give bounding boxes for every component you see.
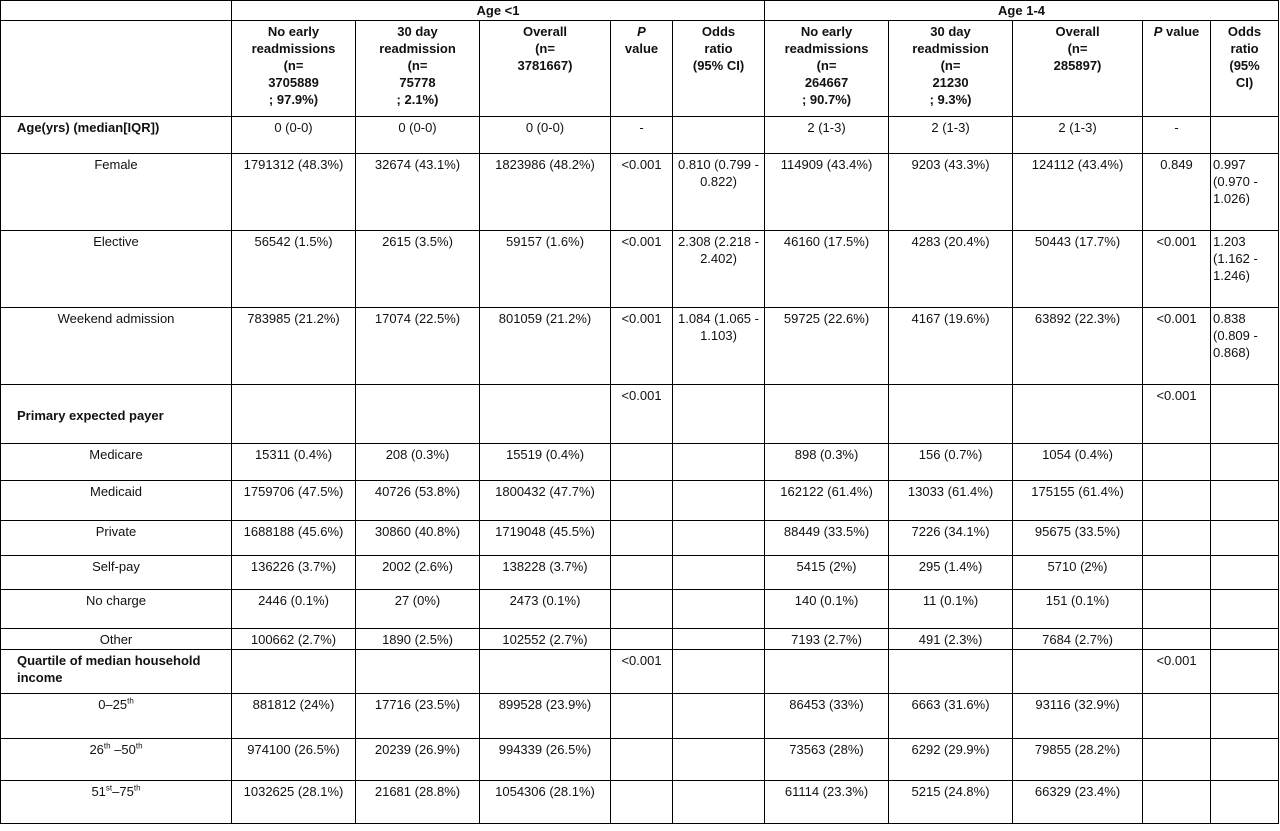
table-cell: 2 (1-3): [889, 117, 1013, 154]
table-cell: [673, 650, 765, 694]
table-cell: 114909 (43.4%): [765, 154, 889, 231]
table-cell: 2 (1-3): [765, 117, 889, 154]
table-cell: 974100 (26.5%): [232, 739, 356, 781]
row-label: Female: [1, 154, 232, 231]
row-label: Weekend admission: [1, 308, 232, 385]
table-cell: [673, 481, 765, 521]
table-cell: 79855 (28.2%): [1013, 739, 1143, 781]
table-cell: 0.849: [1143, 154, 1211, 231]
table-cell: 40726 (53.8%): [356, 481, 480, 521]
table-cell: <0.001: [1143, 308, 1211, 385]
table-cell: 898 (0.3%): [765, 444, 889, 481]
table-cell: 151 (0.1%): [1013, 590, 1143, 629]
table-cell: [1211, 556, 1279, 590]
col-30day-lt1: 30 day readmission (n= 75778 ; 2.1%): [356, 21, 480, 117]
table-cell: 124112 (43.4%): [1013, 154, 1143, 231]
table-cell: [1143, 694, 1211, 739]
table-cell: 2473 (0.1%): [480, 590, 611, 629]
table-cell: [673, 117, 765, 154]
table-cell: [889, 385, 1013, 444]
table-cell: <0.001: [611, 650, 673, 694]
table-cell: 136226 (3.7%): [232, 556, 356, 590]
row-label: Quartile of median household income: [1, 650, 232, 694]
table-cell: [1211, 590, 1279, 629]
table-cell: 50443 (17.7%): [1013, 231, 1143, 308]
table-cell: [673, 629, 765, 650]
table-cell: <0.001: [611, 308, 673, 385]
stub-header: [1, 21, 232, 117]
table-cell: [1211, 444, 1279, 481]
table-cell: 46160 (17.5%): [765, 231, 889, 308]
table-cell: [1211, 117, 1279, 154]
table-cell: [611, 590, 673, 629]
group-header-row: [1, 1, 1279, 21]
table-cell: 73563 (28%): [765, 739, 889, 781]
table-cell: [765, 385, 889, 444]
group-age-1-4: Age 1-4: [765, 1, 1279, 21]
table-cell: 15519 (0.4%): [480, 444, 611, 481]
table-cell: [611, 556, 673, 590]
table-row: [1, 694, 1279, 739]
table-cell: 13033 (61.4%): [889, 481, 1013, 521]
table-cell: [1211, 739, 1279, 781]
table-cell: 30860 (40.8%): [356, 521, 480, 556]
table-cell: [1211, 385, 1279, 444]
table-cell: [611, 444, 673, 481]
table-cell: 7193 (2.7%): [765, 629, 889, 650]
table-row: [1, 308, 1279, 385]
table-cell: -: [611, 117, 673, 154]
table-cell: [611, 694, 673, 739]
table-row: [1, 385, 1279, 444]
table-cell: 95675 (33.5%): [1013, 521, 1143, 556]
table-cell: [1143, 781, 1211, 824]
table-cell: 801059 (21.2%): [480, 308, 611, 385]
col-overall-1-4: Overall (n= 285897): [1013, 21, 1143, 117]
col-pvalue-lt1: P value: [611, 21, 673, 117]
table-cell: 994339 (26.5%): [480, 739, 611, 781]
table-cell: [356, 650, 480, 694]
table-cell: 881812 (24%): [232, 694, 356, 739]
table-cell: [673, 694, 765, 739]
table-cell: 783985 (21.2%): [232, 308, 356, 385]
table-cell: 5215 (24.8%): [889, 781, 1013, 824]
table-cell: 2446 (0.1%): [232, 590, 356, 629]
table-cell: 1823986 (48.2%): [480, 154, 611, 231]
table-cell: 32674 (43.1%): [356, 154, 480, 231]
table-cell: 1054306 (28.1%): [480, 781, 611, 824]
table-cell: 156 (0.7%): [889, 444, 1013, 481]
row-label: 51st–75th: [1, 781, 232, 824]
table-cell: 86453 (33%): [765, 694, 889, 739]
table-cell: [611, 521, 673, 556]
table-cell: <0.001: [1143, 385, 1211, 444]
table-cell: [1013, 650, 1143, 694]
table-row: [1, 629, 1279, 650]
table-cell: 102552 (2.7%): [480, 629, 611, 650]
table-row: [1, 231, 1279, 308]
table-cell: [356, 385, 480, 444]
table-cell: 66329 (23.4%): [1013, 781, 1143, 824]
col-oddsratio-lt1: Odds ratio (95% CI): [673, 21, 765, 117]
table-cell: 11 (0.1%): [889, 590, 1013, 629]
table-cell: 4167 (19.6%): [889, 308, 1013, 385]
table-cell: 295 (1.4%): [889, 556, 1013, 590]
table-cell: 6663 (31.6%): [889, 694, 1013, 739]
table-cell: 208 (0.3%): [356, 444, 480, 481]
row-label: Age(yrs) (median[IQR]): [1, 117, 232, 154]
table-cell: -: [1143, 117, 1211, 154]
table-cell: 17716 (23.5%): [356, 694, 480, 739]
row-label: Primary expected payer: [1, 385, 232, 444]
row-label: Private: [1, 521, 232, 556]
table-row: [1, 154, 1279, 231]
table-cell: 59725 (22.6%): [765, 308, 889, 385]
table-body: [1, 117, 1279, 824]
col-overall-lt1: Overall (n= 3781667): [480, 21, 611, 117]
table-cell: [480, 385, 611, 444]
table-row: [1, 556, 1279, 590]
table-cell: 100662 (2.7%): [232, 629, 356, 650]
table-cell: 56542 (1.5%): [232, 231, 356, 308]
table-cell: <0.001: [1143, 231, 1211, 308]
col-no-early-1-4: No early readmissions (n= 264667 ; 90.7%): [765, 21, 889, 117]
table-cell: 2 (1-3): [1013, 117, 1143, 154]
table-cell: <0.001: [611, 154, 673, 231]
table-cell: 162122 (61.4%): [765, 481, 889, 521]
table-cell: 21681 (28.8%): [356, 781, 480, 824]
table-row: [1, 444, 1279, 481]
row-label: Other: [1, 629, 232, 650]
column-header-row: [1, 21, 1279, 117]
row-label: Elective: [1, 231, 232, 308]
table-cell: [232, 650, 356, 694]
table-cell: 5415 (2%): [765, 556, 889, 590]
table-cell: 59157 (1.6%): [480, 231, 611, 308]
table-row: [1, 590, 1279, 629]
table-cell: 15311 (0.4%): [232, 444, 356, 481]
table-cell: 63892 (22.3%): [1013, 308, 1143, 385]
table-cell: [1143, 521, 1211, 556]
row-label: 0–25th: [1, 694, 232, 739]
table-row: [1, 521, 1279, 556]
row-label: 26th –50th: [1, 739, 232, 781]
table-cell: 1890 (2.5%): [356, 629, 480, 650]
table-cell: 0.810 (0.799 - 0.822): [673, 154, 765, 231]
row-label: Medicaid: [1, 481, 232, 521]
table-cell: <0.001: [611, 231, 673, 308]
table-cell: 1054 (0.4%): [1013, 444, 1143, 481]
table-cell: 1688188 (45.6%): [232, 521, 356, 556]
table-cell: [232, 385, 356, 444]
table-cell: [1143, 481, 1211, 521]
table-cell: [611, 781, 673, 824]
table-cell: 0.997 (0.970 - 1.026): [1211, 154, 1279, 231]
table-cell: [673, 781, 765, 824]
table-cell: [1211, 781, 1279, 824]
table-cell: [1211, 650, 1279, 694]
table-row: [1, 781, 1279, 824]
table-cell: [673, 556, 765, 590]
col-oddsratio-1-4: Odds ratio (95% CI): [1211, 21, 1279, 117]
table-cell: [673, 739, 765, 781]
table-cell: 2.308 (2.218 - 2.402): [673, 231, 765, 308]
table-cell: 1032625 (28.1%): [232, 781, 356, 824]
table-cell: 7226 (34.1%): [889, 521, 1013, 556]
row-label: No charge: [1, 590, 232, 629]
table-cell: 1759706 (47.5%): [232, 481, 356, 521]
table-cell: [1143, 444, 1211, 481]
table-row: [1, 481, 1279, 521]
table-cell: [611, 629, 673, 650]
table-cell: [765, 650, 889, 694]
table-cell: 899528 (23.9%): [480, 694, 611, 739]
table-cell: 7684 (2.7%): [1013, 629, 1143, 650]
table-cell: [673, 385, 765, 444]
table-cell: 20239 (26.9%): [356, 739, 480, 781]
table-cell: [1143, 590, 1211, 629]
table-cell: 0 (0-0): [356, 117, 480, 154]
table-cell: <0.001: [611, 385, 673, 444]
table-cell: 6292 (29.9%): [889, 739, 1013, 781]
col-30day-1-4: 30 day readmission (n= 21230 ; 9.3%): [889, 21, 1013, 117]
table-cell: 1719048 (45.5%): [480, 521, 611, 556]
table-cell: [611, 739, 673, 781]
table-row: [1, 650, 1279, 694]
table-cell: 175155 (61.4%): [1013, 481, 1143, 521]
table-cell: 140 (0.1%): [765, 590, 889, 629]
group-age-lt1: Age <1: [232, 1, 765, 21]
table-cell: [1211, 629, 1279, 650]
table-row: [1, 117, 1279, 154]
table-cell: [889, 650, 1013, 694]
table-cell: 2002 (2.6%): [356, 556, 480, 590]
table-cell: 61114 (23.3%): [765, 781, 889, 824]
row-label: Medicare: [1, 444, 232, 481]
col-no-early-lt1: No early readmissions (n= 3705889 ; 97.9%): [232, 21, 356, 117]
table-cell: 1800432 (47.7%): [480, 481, 611, 521]
table-cell: 1791312 (48.3%): [232, 154, 356, 231]
table-cell: 27 (0%): [356, 590, 480, 629]
table-cell: [480, 650, 611, 694]
table-cell: [1013, 385, 1143, 444]
table-cell: [673, 590, 765, 629]
table-cell: 1.203 (1.162 - 1.246): [1211, 231, 1279, 308]
table-cell: 17074 (22.5%): [356, 308, 480, 385]
table-cell: 0.838 (0.809 - 0.868): [1211, 308, 1279, 385]
table-cell: 0 (0-0): [480, 117, 611, 154]
col-pvalue-1-4: P value: [1143, 21, 1211, 117]
table-cell: [1211, 521, 1279, 556]
table-cell: [1143, 556, 1211, 590]
table-cell: [1143, 629, 1211, 650]
table-cell: 138228 (3.7%): [480, 556, 611, 590]
table-cell: [1143, 739, 1211, 781]
table-cell: 4283 (20.4%): [889, 231, 1013, 308]
table-cell: 9203 (43.3%): [889, 154, 1013, 231]
table-cell: 93116 (32.9%): [1013, 694, 1143, 739]
table-row: [1, 739, 1279, 781]
table-cell: [1211, 481, 1279, 521]
row-label: Self-pay: [1, 556, 232, 590]
table-cell: <0.001: [1143, 650, 1211, 694]
table-cell: 491 (2.3%): [889, 629, 1013, 650]
corner-cell: [1, 1, 232, 21]
table-cell: 5710 (2%): [1013, 556, 1143, 590]
table-cell: [1211, 694, 1279, 739]
table-cell: 2615 (3.5%): [356, 231, 480, 308]
table-cell: [673, 521, 765, 556]
table-cell: 0 (0-0): [232, 117, 356, 154]
table-cell: 88449 (33.5%): [765, 521, 889, 556]
table-cell: 1.084 (1.065 - 1.103): [673, 308, 765, 385]
table-cell: [611, 481, 673, 521]
table-cell: [673, 444, 765, 481]
